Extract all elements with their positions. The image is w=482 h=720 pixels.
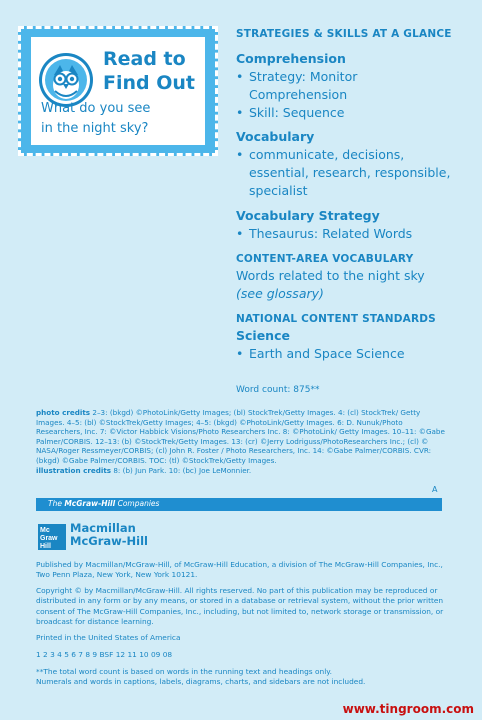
- page-marker: A: [432, 485, 438, 494]
- publisher-bar-text: [48, 499, 159, 508]
- question-line-1: What do you see: [41, 101, 151, 116]
- vocabulary-words: [249, 146, 450, 200]
- read-to-find-out-title: [103, 47, 195, 95]
- photo-credits-label: photo credits: [36, 408, 91, 417]
- comprehension-item-1: Strategy: Monitor: [249, 69, 358, 84]
- illustration-credits-label: illustration credits: [36, 465, 112, 475]
- comprehension-heading: Comprehension: [236, 51, 346, 66]
- comprehension-item-3: Skill: Sequence: [249, 105, 345, 120]
- content-area-line-2: (see glossary): [236, 286, 324, 301]
- read-to-find-out-panel: [31, 37, 205, 145]
- illustration-credits: [36, 466, 446, 476]
- vocabulary-line-2: essential, research, responsible,: [249, 165, 451, 180]
- logo-line-2: McGraw-Hill: [70, 534, 148, 548]
- bullet-icon: •: [236, 346, 244, 361]
- bar-name: McGraw-Hill: [64, 499, 116, 508]
- logo-mark-3: Hill: [40, 543, 51, 550]
- bar-prefix: The: [48, 499, 65, 508]
- list-item: [236, 345, 472, 363]
- question-line-2: in the night sky?: [41, 121, 149, 136]
- vocabulary-strategy-heading: Vocabulary Strategy: [236, 208, 380, 223]
- bullet-icon: •: [236, 105, 244, 120]
- word-count: Word count: 875**: [236, 385, 320, 395]
- title-line-2: Find Out: [103, 72, 195, 94]
- credits-block: [36, 408, 446, 475]
- read-question: [41, 99, 209, 139]
- watermark: www.tingroom.com: [342, 702, 474, 716]
- logo-mark-2: Graw: [40, 535, 58, 542]
- photo-credits-text: 2–3: (bkgd) ©PhotoLink/Getty Images; (bl) StockTrek/Getty Images. 4: (cl) StockTrek/ Getty Images. 4–5: (bl) ©StockTrek/Getty Images; 4–5: (bkgd) ©PhotoLink/Getty Images. 6: D. Nunuk/Photo Researchers, Inc. 7: ©Victor Habbick Visions/Photo Researchers Inc. 8: ©PhotoLink/ Getty Images. 10–11: ©Gabe Palmer/CORBIS. 12–13: (b) ©StockTrek/Getty Images. 13: (cr) ©Jerry Lodriguss/PhotoResearchers Inc.; (cl) © NASA/Roger Ressmeyer/CORBIS; (cl) John R. Foster / Photo Researchers, Inc. 14: ©Gabe Palmer/CORBIS. CVR: (bkgd) ©Gabe Palmer/CORBIS. TOC: (tl) ©StockTrek/Getty Images.: [36, 408, 445, 465]
- bullet-icon: •: [236, 147, 244, 162]
- list-item: [236, 146, 472, 200]
- content-area-heading: CONTENT-AREA VOCABULARY: [236, 253, 414, 265]
- comprehension-item-2: Comprehension: [249, 87, 348, 102]
- logo-mark-1: Mc: [40, 527, 50, 534]
- mcgraw-hill-logo-icon: [38, 524, 66, 550]
- standards-heading: NATIONAL CONTENT STANDARDS: [236, 313, 436, 325]
- content-area-line-1: Words related to the night sky: [236, 268, 425, 283]
- bar-suffix: Companies: [115, 499, 160, 508]
- vocabulary-strategy-item: Thesaurus: Related Words: [249, 226, 413, 241]
- photo-credits: [36, 408, 446, 466]
- publisher-bar: [36, 498, 442, 511]
- copyright-notice: Copyright © by Macmillan/McGraw-Hill. All rights reserved. No part of this publication may be reproduced or distributed in any form or by any means, or stored in a database or retrieval system, without the prior written consent of The McGraw-Hill Companies, Inc., including, but not limited to, network storage or transmission, or broadcast for distance learning.: [36, 586, 444, 627]
- logo-line-1: Macmillan: [70, 521, 136, 535]
- list-item: [236, 86, 472, 104]
- published-by: Published by Macmillan/McGraw-Hill, of McGraw-Hill Education, a division of The McGraw-Hill Companies, Inc., Two Penn Plaza, New York, New York 10121.: [36, 560, 443, 580]
- strategies-panel: [236, 26, 472, 395]
- vocabulary-heading: Vocabulary: [236, 129, 315, 144]
- list-item: [236, 104, 472, 122]
- list-item: [236, 225, 472, 243]
- read-to-find-out-box: [18, 26, 218, 156]
- bullet-icon: •: [236, 69, 244, 84]
- vocabulary-line-3: specialist: [249, 183, 308, 198]
- standards-subheading: Science: [236, 328, 290, 343]
- list-item: [236, 68, 472, 86]
- illustration-credits-text: 8: (b) Jun Park. 10: (bc) Joe LeMonnier.: [111, 465, 252, 475]
- footnote-line-1: **The total word count is based on words in the running text and headings only.: [36, 667, 332, 676]
- strategies-heading: STRATEGIES & SKILLS AT A GLANCE: [236, 28, 452, 40]
- publisher-logo-name: [70, 522, 148, 548]
- word-count-footnote: [36, 667, 446, 688]
- vocabulary-line-1: communicate, decisions,: [249, 147, 405, 162]
- print-numbers: 1 2 3 4 5 6 7 8 9 BSF 12 11 10 09 08: [36, 650, 173, 659]
- title-line-1: Read to: [103, 48, 186, 70]
- bullet-icon: •: [236, 226, 244, 241]
- printed-in: Printed in the United States of America: [36, 633, 181, 642]
- footnote-line-2: Numerals and words in captions, labels, diagrams, charts, and sidebars are not included.: [36, 677, 366, 687]
- standards-item: Earth and Space Science: [249, 346, 405, 361]
